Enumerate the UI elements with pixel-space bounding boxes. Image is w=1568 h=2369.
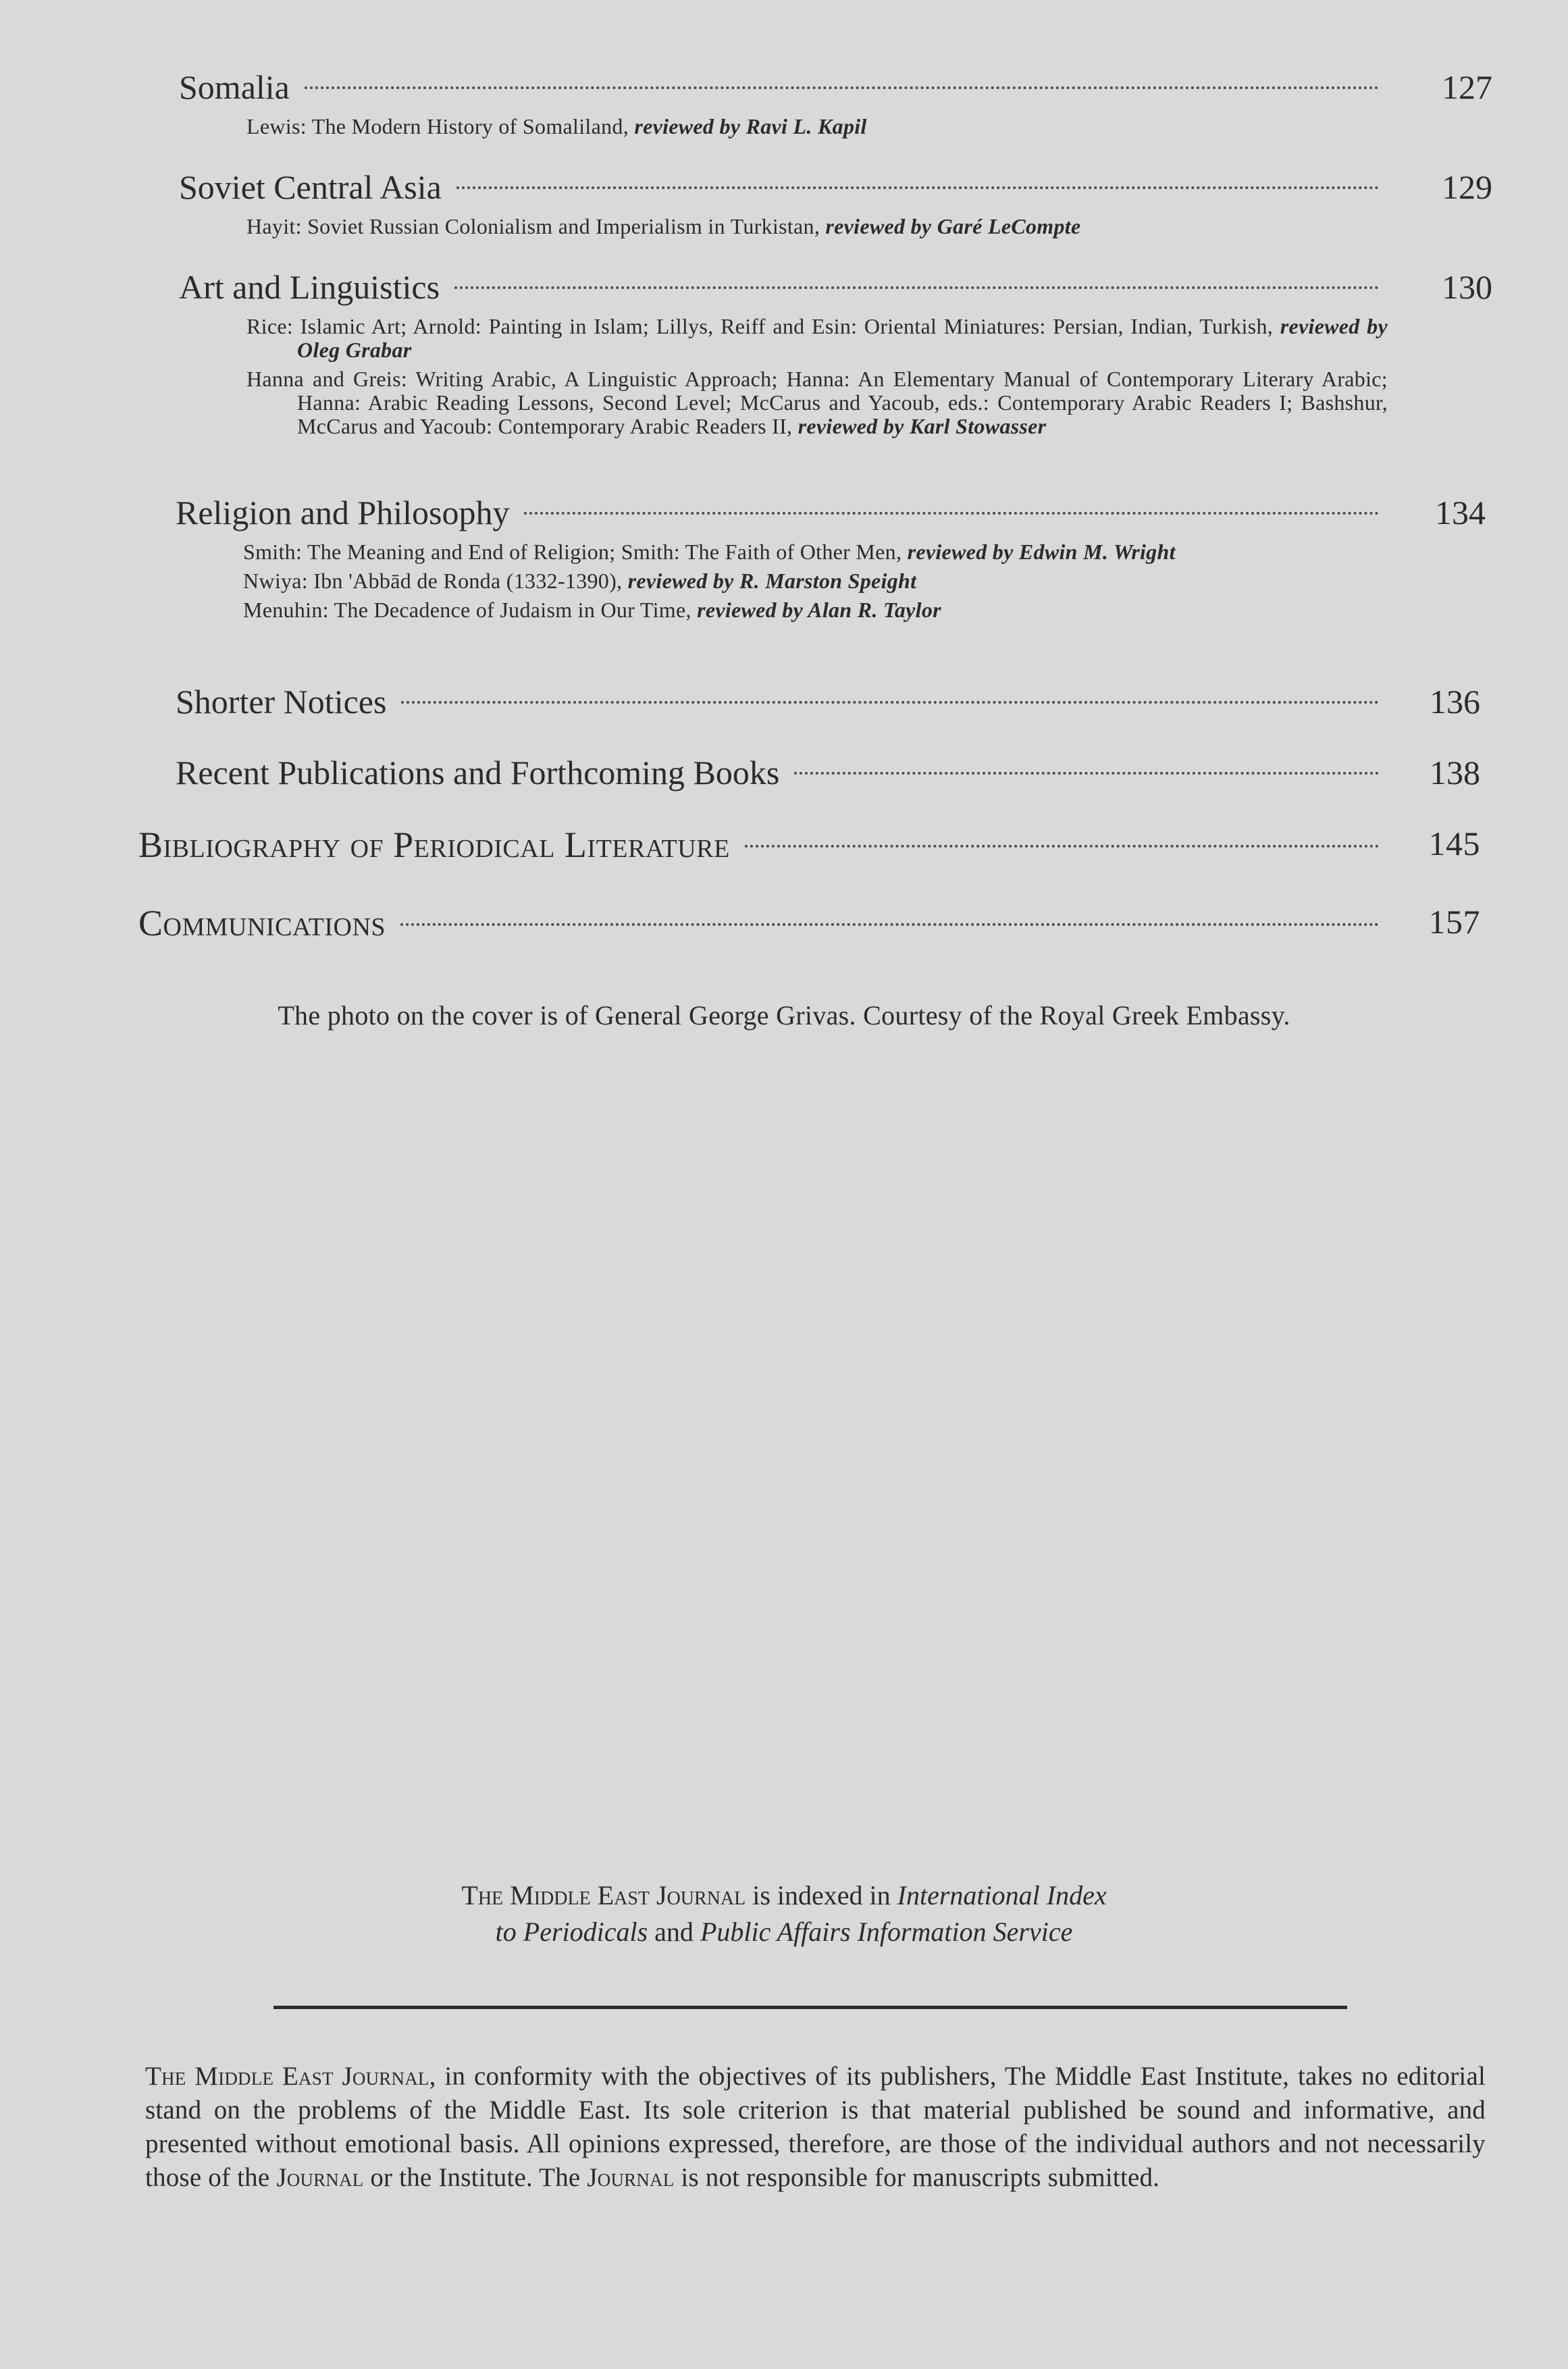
review-text: Smith: The Meaning and End of Religion; Smith: The Faith of Other Men, bbox=[243, 540, 908, 564]
toc-title: Soviet Central Asia bbox=[179, 168, 442, 206]
review-list bbox=[246, 115, 1388, 138]
toc-row bbox=[138, 902, 1480, 944]
review-list bbox=[246, 215, 1388, 238]
dot-leader bbox=[794, 772, 1379, 775]
index-title: Public Affairs Information Service bbox=[700, 1917, 1073, 1947]
disclaimer-text: , in conformity with the objectives of its publishers, The Middle East Institute, takes no editorial stand on the problems of the Middle East. Its sole criterion is that material published be sound and informative, and presented without emotional basis. All opinions expressed, therefore, are those of the individual authors and not necessarily those of the bbox=[145, 2062, 1486, 2192]
toc-row bbox=[179, 267, 1492, 307]
toc-page-number: 136 bbox=[1430, 683, 1480, 721]
disclaimer-text: is not responsible for manuscripts submitted. bbox=[674, 2163, 1160, 2192]
toc-page-number: 130 bbox=[1442, 268, 1492, 306]
review-item bbox=[243, 598, 1384, 622]
cover-note: The photo on the cover is of General George Grivas. Courtesy of the Royal Greek Embassy. bbox=[278, 1000, 1290, 1031]
toc-title: Communications bbox=[138, 903, 386, 943]
toc-entry-recent-publications bbox=[176, 753, 1480, 792]
review-list bbox=[243, 540, 1384, 622]
index-text: is indexed in bbox=[746, 1880, 897, 1910]
review-text: Lewis: The Modern History of Somaliland, bbox=[246, 114, 635, 138]
disclaimer-text: or the Institute. The bbox=[363, 2163, 587, 2192]
journal-name: Journal bbox=[276, 2163, 364, 2192]
toc-page-number: 138 bbox=[1430, 754, 1480, 791]
review-item bbox=[246, 115, 1388, 138]
review-list bbox=[246, 315, 1388, 438]
review-text: Nwiya: Ibn 'Abbād de Ronda (1332-1390), bbox=[243, 569, 628, 593]
index-title-cont: to Periodicals bbox=[495, 1917, 648, 1947]
review-text: Hanna and Greis: Writing Arabic, A Linguistic Approach; Hanna: An Elementary Manual of Contemporary Literary Arabic; Hanna: Arabic Reading Lessons, Second Level; McCarus and Yacoub, eds.: Contemporary Arabic Readers I; Bashshur, McCarus and Yacoub: Contemporary Arabic Readers II, bbox=[246, 367, 1388, 438]
review-item bbox=[246, 315, 1388, 362]
toc-entry-religion-philosophy bbox=[176, 493, 1486, 627]
journal-name: Journal bbox=[587, 2163, 675, 2192]
toc-page-number: 134 bbox=[1435, 494, 1486, 531]
reviewer: reviewed by R. Marston Speight bbox=[627, 569, 917, 593]
reviewer: reviewed by Ravi L. Kapil bbox=[634, 114, 867, 138]
toc-page-number: 157 bbox=[1428, 903, 1480, 941]
toc-entry-soviet-central-asia bbox=[179, 167, 1492, 244]
toc-page-number: 127 bbox=[1442, 68, 1492, 106]
toc-title: Bibliography of Periodical Literature bbox=[138, 825, 730, 865]
reviewer: reviewed by Garé LeCompte bbox=[825, 214, 1081, 238]
review-item bbox=[243, 540, 1384, 564]
index-note bbox=[0, 1877, 1568, 1950]
toc-row bbox=[176, 682, 1480, 721]
review-text: Rice: Islamic Art; Arnold: Painting in Islam; Lillys, Reiff and Esin: Oriental Miniatures: Persian, Indian, Turkish, bbox=[246, 314, 1280, 338]
review-text: Menuhin: The Decadence of Judaism in Our Time, bbox=[243, 598, 698, 622]
toc-row bbox=[179, 68, 1492, 107]
dot-leader bbox=[401, 701, 1379, 704]
journal-name: The Middle East Journal bbox=[145, 2062, 429, 2091]
toc-row bbox=[138, 824, 1480, 866]
reviewer: reviewed by Alan R. Taylor bbox=[697, 598, 941, 622]
reviewer: reviewed by Edwin M. Wright bbox=[907, 540, 1176, 564]
toc-entry-shorter-notices bbox=[176, 682, 1480, 721]
reviewer: reviewed by Karl Stowasser bbox=[798, 414, 1047, 438]
horizontal-rule bbox=[273, 2006, 1347, 2009]
toc-entry-art-linguistics bbox=[179, 267, 1492, 444]
index-title: International Index bbox=[897, 1880, 1107, 1910]
toc-entry-somalia bbox=[179, 68, 1492, 144]
dot-leader bbox=[456, 186, 1379, 189]
toc-page-number: 145 bbox=[1428, 825, 1480, 862]
dot-leader bbox=[454, 286, 1379, 289]
reviewer: reviewed by Oleg Grabar bbox=[297, 314, 1388, 362]
journal-name: The Middle East Journal bbox=[461, 1880, 746, 1910]
review-item bbox=[243, 569, 1384, 593]
toc-entry-communications bbox=[138, 902, 1480, 944]
toc-title: Art and Linguistics bbox=[179, 268, 440, 306]
review-item bbox=[246, 367, 1388, 438]
toc-row bbox=[176, 753, 1480, 792]
toc-page-number: 129 bbox=[1442, 168, 1492, 206]
toc-title: Shorter Notices bbox=[176, 683, 387, 721]
dot-leader bbox=[745, 845, 1379, 848]
toc-title: Recent Publications and Forthcoming Books bbox=[176, 754, 780, 791]
index-text: and bbox=[648, 1917, 700, 1947]
dot-leader bbox=[524, 512, 1379, 515]
toc-entry-bibliography bbox=[138, 824, 1480, 866]
toc-title: Somalia bbox=[179, 68, 290, 106]
review-text: Hayit: Soviet Russian Colonialism and Imperialism in Turkistan, bbox=[246, 214, 826, 238]
toc-row bbox=[176, 493, 1486, 532]
review-item bbox=[246, 215, 1388, 238]
toc-row bbox=[179, 167, 1492, 207]
disclaimer bbox=[145, 2060, 1486, 2195]
toc-title: Religion and Philosophy bbox=[176, 494, 510, 531]
dot-leader bbox=[305, 86, 1379, 89]
dot-leader bbox=[400, 923, 1379, 926]
